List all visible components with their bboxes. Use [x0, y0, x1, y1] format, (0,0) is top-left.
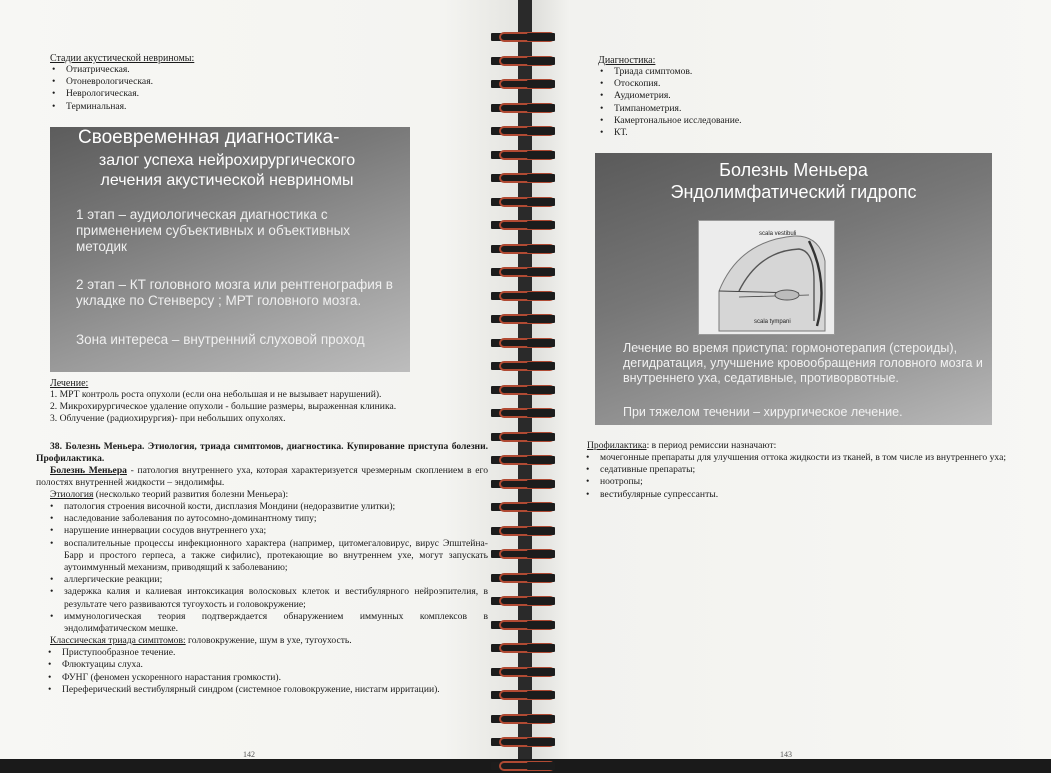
binding-ring: [491, 77, 563, 91]
list-item: • Терминальная.: [50, 101, 490, 113]
diagnostics-list: [598, 66, 1018, 139]
stages-list: [50, 64, 490, 113]
list-item: • Тимпанометрия.: [598, 103, 1018, 115]
binding-ring: [491, 594, 563, 608]
list-item: • Триада симптомов.: [598, 66, 1018, 78]
label-scala-vestibuli: scala vestibuli: [759, 231, 797, 237]
binding-ring: [491, 124, 563, 138]
list-item: • наследование заболевания по аутосомно-доминантному типу;: [48, 513, 488, 525]
list-item: • Приступообразное течение.: [46, 647, 488, 659]
slide-zone: Зона интереса – внутренний слуховой проход: [76, 332, 365, 347]
list-item: • вестибулярные супрессанты.: [584, 489, 1024, 501]
binding-ring: [491, 477, 563, 491]
slide-stage1: 1 этап – аудиологическая диагностика с применением субъективных и объективных методик: [76, 207, 351, 254]
binding-ring: [491, 312, 563, 326]
diagnostics-section: [598, 55, 1018, 139]
triad-text: головокружение, шум в ухе, тугоухость.: [185, 635, 352, 647]
page-number: 142: [243, 750, 255, 759]
list-item: • аллергические реакции;: [48, 574, 488, 586]
list-item: • КТ.: [598, 127, 1018, 139]
binding-ring: [491, 641, 563, 655]
treatment-list: [50, 389, 490, 426]
prophylaxis-paragraph: [564, 440, 1024, 452]
list-item: • Переферический вестибулярный синдром (системное головокружение, нистагм ирритации).: [46, 684, 488, 696]
definition-paragraph: [36, 465, 488, 489]
menier-section: [36, 441, 488, 696]
binding-ring: [491, 453, 563, 467]
list-item: • седативные препараты;: [584, 464, 1024, 476]
list-item: • ноотропы;: [584, 476, 1024, 488]
list-item: • Неврологическая.: [50, 88, 490, 100]
treatment-title: Лечение:: [50, 378, 89, 389]
cochlea-diagram-svg: [699, 221, 834, 334]
binding-ring: [491, 406, 563, 420]
binding-ring: [491, 289, 563, 303]
binding-ring: [491, 547, 563, 561]
binding-ring: [491, 571, 563, 585]
binding-ring: [491, 101, 563, 115]
binding-ring: [491, 712, 563, 726]
binding-ring: [491, 618, 563, 632]
triad-paragraph: [36, 635, 488, 647]
question-heading: 38. Болезнь Меньера. Этиология, триада симптомов, диагностика. Купирование приступа болезни. Профилактика.: [36, 441, 488, 464]
binding-ring: [491, 242, 563, 256]
binding-ring: [491, 665, 563, 679]
slide-title-1: Болезнь Меньера: [719, 160, 868, 180]
binding-ring: [491, 688, 563, 702]
triad-term: Классическая триада симптомов:: [50, 635, 186, 647]
etiology-term: Этиология: [50, 489, 94, 500]
stages-section: [50, 53, 490, 113]
binding-ring: [491, 759, 563, 773]
binding-ring: [491, 195, 563, 209]
list-item: • воспалительные процессы инфекционного характера (например, цитомегаловирус, вирус Эпштейна-Барр и простого герпеса, а также сифилис), протекающие во внутреннем ухе, могут запускать аутоиммунный механизм, приводящий к заболеванию;: [48, 538, 488, 575]
binding-ring: [491, 430, 563, 444]
etiology-text: (несколько теорий развития болезни Меньера):: [93, 489, 289, 500]
stages-title: Стадии акустической невриномы:: [50, 53, 195, 64]
cochlea-diagram: [698, 220, 835, 335]
prophylaxis-list: [564, 452, 1024, 501]
binding-ring: [491, 735, 563, 749]
list-item: • нарушение иннервации сосудов внутреннего уха;: [48, 525, 488, 537]
list-item: • Отоскопия.: [598, 78, 1018, 90]
slide-title: Своевременная диагностика-: [78, 127, 340, 148]
binding-ring: [491, 359, 563, 373]
binding-ring: [491, 171, 563, 185]
symptoms-list: [36, 647, 488, 696]
binding-ring: [491, 265, 563, 279]
list-item: • задержка калия и калиевая интоксикация волосковых клеток и вестибулярного нейроэпителия, в результате чего развиваются тугоухость и головокружение;: [48, 586, 488, 610]
prophylaxis-text: : в период ремиссии назначают:: [646, 440, 777, 451]
right-page: [528, 0, 1051, 759]
list-item: • патология строения височной кости, дисплазия Мондини (недоразвитие улитки);: [48, 501, 488, 513]
left-page: [0, 0, 522, 759]
slide-title-2: Эндолимфатический гидропс: [670, 182, 917, 202]
list-item: • Флюктуациы слуха.: [46, 659, 488, 671]
list-item: • Аудиометрия.: [598, 90, 1018, 102]
diagnostics-title: Диагностика:: [598, 55, 656, 66]
list-item: • Камертональное исследование.: [598, 115, 1018, 127]
slide-treatment: Лечение во время приступа: гормонотерапия (стероиды), дегидратация, улучшение кровообращения головного мозга и внутреннего уха, седативные, противорвотные.: [623, 341, 983, 385]
list-item: • мочегонные препараты для улучшения оттока жидкости из тканей, в том числе из внутреннего уха;: [584, 452, 1024, 464]
treatment-section: [50, 378, 490, 426]
etiology-list: [36, 501, 488, 635]
slide-severe: При тяжелом течении – хирургическое лечение.: [623, 405, 903, 419]
binding-ring: [491, 524, 563, 538]
binding-ring: [491, 218, 563, 232]
list-item: 1. МРТ контроль роста опухоли (если она небольшая и не вызывает нарушений).: [50, 389, 382, 400]
list-item: • Отиатрическая.: [50, 64, 490, 76]
slide-subtitle: залог успеха нейрохирургического лечения акустической невриномы: [98, 152, 356, 189]
list-item: • ФУНГ (феномен ускоренного нарастания громкости).: [46, 672, 488, 684]
label-scala-tympani: scala tympani: [754, 319, 791, 325]
list-item: • Отоневрологическая.: [50, 76, 490, 88]
binding-ring: [491, 383, 563, 397]
binding-ring: [491, 148, 563, 162]
list-item: 3. Облучение (радиохирургия)- при небольших опухолях.: [50, 413, 286, 425]
definition-text: - патология внутреннего уха, которая характеризуется чрезмерным скоплением в его полостях внутренней жидкости – эндолимфы.: [36, 465, 488, 488]
definition-term: Болезнь Меньера: [50, 465, 127, 476]
slide-meniere: [595, 153, 992, 425]
etiology-paragraph: [36, 489, 488, 501]
binding-ring: [491, 54, 563, 68]
binding-ring: [491, 500, 563, 514]
prophylaxis-section: [564, 440, 1024, 501]
slide-diagnostics: [50, 127, 410, 372]
prophylaxis-term: Профилактика: [587, 440, 647, 451]
binding-ring: [491, 30, 563, 44]
page-number: 143: [780, 750, 792, 759]
binding-ring: [491, 336, 563, 350]
list-item: 2. Микрохирургическое удаление опухоли - большие размеры, выраженная клиника.: [50, 401, 397, 413]
slide-stage2: 2 этап – КТ головного мозга или рентгенография в укладке по Стенверсу ; МРТ головного мозга.: [76, 277, 393, 308]
list-item: • иммунологическая теория подтверждается обнаружением иммунных комплексов в эндолимфатическом мешке.: [48, 611, 488, 635]
